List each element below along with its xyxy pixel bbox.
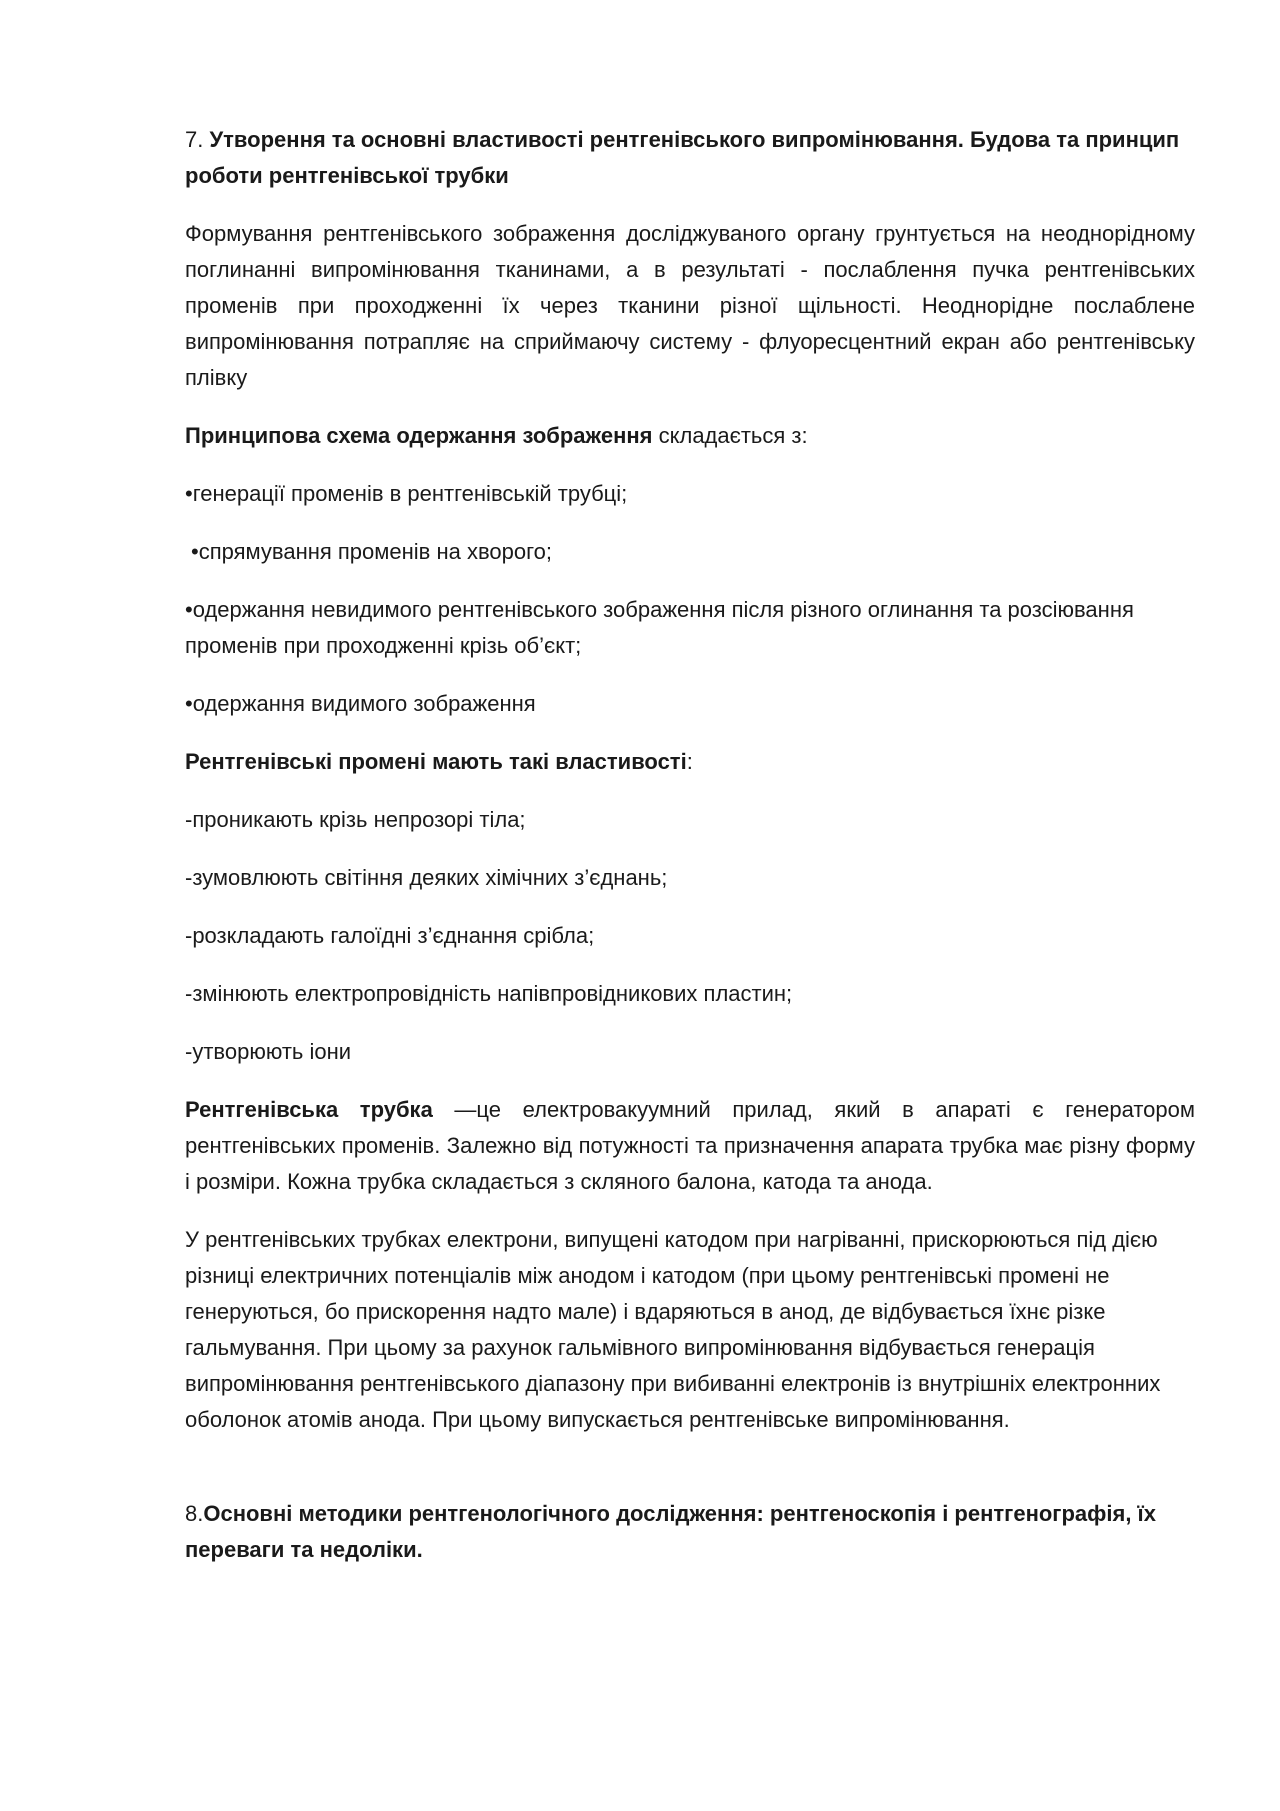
property-item-1: -проникають крізь непрозорі тіла;: [185, 807, 526, 832]
scheme-heading-rest: складається з:: [652, 423, 808, 448]
property-item-5: -утворюють іони: [185, 1039, 352, 1064]
scheme-item-1: •генерації променів в рентгенівській трубці;: [185, 481, 628, 506]
section-7-title: Утворення та основні властивості рентгенівського випромінювання. Будова та принцип роботи рентгенівської трубки: [185, 127, 1180, 188]
properties-heading: [185, 744, 1195, 780]
property-item-2: -зумовлюють світіння деяких хімічних з’єднань;: [185, 865, 668, 890]
intro-paragraph: Формування рентгенівського зображення досліджуваного органу грунтується на неоднорідному поглинанні випромінювання тканинами, а в результаті - послаблення пучка рентгенівських променів при проходженні їх через тканини різної щільності. Неоднорідне послаблене випромінювання потрапляє на сприймаючу систему - флуоресцентний екран або рентгенівську плівку: [185, 221, 1195, 390]
scheme-item-4: •одержання видимого зображення: [185, 691, 536, 716]
properties-heading-rest: :: [686, 749, 693, 774]
section-8-heading: [185, 1496, 1195, 1568]
tube-definition: —це електровакуумний прилад, який в апараті є генератором рентгенівських променів. Залежно від потужності та призначення апарата трубка має різну форму і розміри. Кожна трубка складається з скляного балона, катода та анода.: [185, 1097, 1195, 1194]
section-7-heading: [185, 122, 1195, 194]
scheme-item-2: •спрямування променів на хворого;: [191, 539, 553, 564]
section-8-number: 8.: [185, 1501, 204, 1526]
section-8-title: Основні методики рентгенологічного дослідження: рентгеноскопія і рентгенографія, їх переваги та недоліки.: [185, 1501, 1156, 1562]
tube-term: Рентгенівська трубка: [185, 1097, 433, 1122]
scheme-item-3: •одержання невидимого рентгенівського зображення після різного оглинання та розсіювання променів при проходженні крізь об’єкт;: [185, 597, 1134, 658]
document-page: [185, 122, 1195, 1590]
tube-paragraph: [185, 1092, 1195, 1200]
property-item-4: -змінюють електропровідність напівпровідникових пластин;: [185, 981, 793, 1006]
electrons-paragraph: У рентгенівських трубках електрони, випущені катодом при нагріванні, прискорюються під дією різниці електричних потенціалів між анодом і катодом (при цьому рентгенівські промені не генеруються, бо прискорення надто мале) і вдаряються в анод, де відбувається їхнє різке гальмування. При цьому за рахунок гальмівного випромінювання відбувається генерація випромінювання рентгенівського діапазону при вибиванні електронів із внутрішніх електронних оболонок атомів анода. При цьому випускається рентгенівське випромінювання.: [185, 1227, 1161, 1432]
scheme-heading: [185, 418, 1195, 454]
property-item-3: -розкладають галоїдні з’єднання срібла;: [185, 923, 595, 948]
properties-heading-bold: Рентгенівські промені мають такі властивості: [185, 749, 687, 774]
scheme-heading-bold: Принципова схема одержання зображення: [185, 423, 653, 448]
section-7-number: 7.: [185, 127, 210, 152]
